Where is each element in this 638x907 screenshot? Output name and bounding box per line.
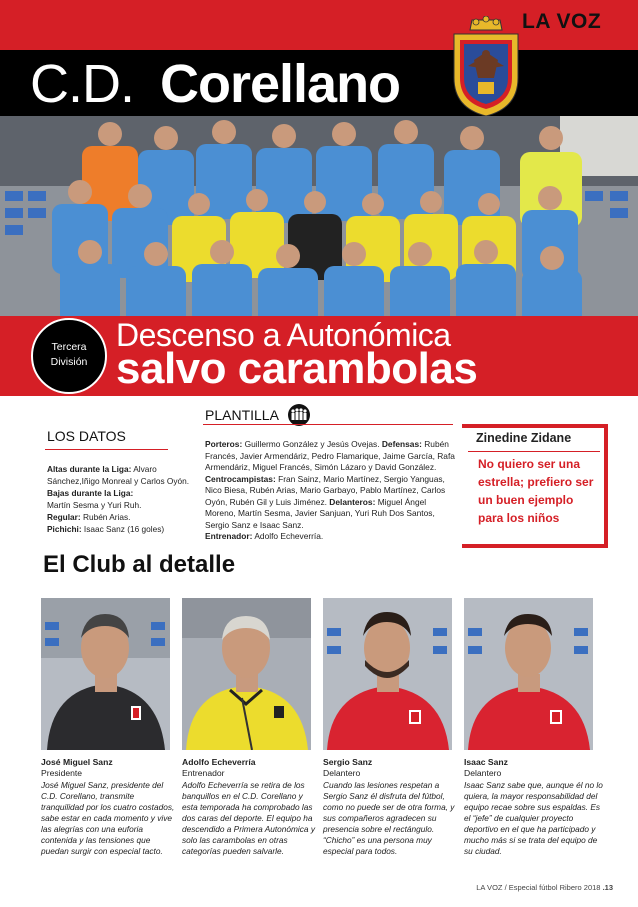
datos-title: LOS DATOS [47, 428, 126, 444]
coach-portrait-illustration [182, 598, 311, 750]
regular-label: Regular: [47, 512, 81, 522]
entrenador-label: Entrenador: [205, 531, 253, 541]
pichichi-label: Pichichi: [47, 524, 82, 534]
quote-author: Zinedine Zidane [476, 431, 572, 445]
plantilla-divider [203, 424, 453, 425]
porteros-value: Guillermo González y Jesús Ovejas. [244, 439, 380, 449]
person-name: José Miguel Sanz [41, 757, 113, 767]
club-title-main: Corellano [160, 54, 401, 114]
club-detail-title: El Club al detalle [43, 551, 236, 578]
delanteros-label: Delanteros: [329, 496, 376, 507]
bajas-value: Martín Sesma y Yuri Ruh. [47, 500, 142, 510]
person-isaac [464, 757, 604, 857]
person-role: Delantero [323, 768, 361, 778]
plantilla-title [205, 404, 312, 426]
defensas-value: Rubén Francés, Javier Armendáriz, Pedro Flamarique, Jaime García, Rafa Armendáriz, Miguel Francés, Simón Lázaro y David González. [205, 439, 455, 472]
datos-divider [45, 449, 168, 450]
porteros-label: Porteros: [205, 439, 243, 449]
person-description: Cuando las lesiones respetan a Sergio Sanz él disfruta del fútbol, como no puede ser de otra forma, y sus compañeros agradecen su presencia sobre el rectángulo. “Chicho” es una persona muy especial para todos. [323, 780, 455, 856]
club-title-prefix: C.D. [30, 54, 134, 114]
person-coach [182, 757, 318, 857]
defensas-label: Defensas: [381, 439, 422, 449]
person-name: Adolfo Echeverría [182, 757, 256, 767]
quote-text: No quiero ser una estrella; prefiero ser un buen ejemplo para los niños [478, 457, 594, 525]
person-description: Adolfo Echeverría se retira de los banquillos en el C.D. Corellano y esta temporada ha comprobado las dos caras del deporte. El equipo ha descendido a Primera Autonómica y solo las carambolas en otras categorías pueden salvarle. [182, 780, 315, 856]
person-name: Isaac Sanz [464, 757, 508, 767]
regular-value: Rubén Arias. [82, 512, 131, 522]
page-number: .13 [602, 883, 613, 892]
altas-value: Alvaro Sánchez,Iñigo Monreal y Carlos Oyón. [47, 464, 190, 486]
person-role: Entrenador [182, 768, 225, 778]
quote-divider [468, 451, 600, 452]
bajas-label: Bajas durante la Liga: [47, 488, 134, 498]
pichichi-value: Isaac Sanz (16 goles) [83, 524, 165, 534]
person-role: Presidente [41, 768, 83, 778]
portrait-isaac [464, 598, 593, 750]
team-players-icon [286, 404, 312, 426]
person-name: Sergio Sanz [323, 757, 373, 767]
page-footer [476, 883, 613, 892]
altas-label: Altas durante la Liga: [47, 464, 132, 474]
person-description: José Miguel Sanz, presidente del C.D. Corellano, transmite tranquilidad por los cuatro costados, sabe estar en cada momento y vive las alegrías con una euforia contenida y las tensiones que puedan surgir con especial tacto. [41, 780, 175, 856]
sergio-portrait-illustration [323, 598, 452, 750]
headline-line1: Descenso a Autonómica [116, 317, 451, 353]
headline-line2: salvo carambolas [116, 344, 478, 393]
portrait-coach [182, 598, 311, 750]
club-crest-icon [450, 16, 522, 118]
plantilla-title-text: PLANTILLA [205, 407, 279, 423]
person-sergio [323, 757, 459, 857]
president-portrait-illustration [41, 598, 170, 750]
entrenador-value: Adolfo Echeverría. [254, 531, 324, 541]
portrait-president [41, 598, 170, 750]
plantilla-body [205, 439, 455, 543]
datos-body [47, 463, 197, 535]
centrocampistas-value: Fran Sainz, Mario Martínez, Sergio Yanguas, Nico Biesa, Rubén Arias, Mario Garbayo, Pablo Martínez, Carlos Oyón, Rubén Gil y Luis Jiménez. [205, 473, 446, 507]
person-role: Delantero [464, 768, 502, 778]
person-description: Isaac Sanz sabe que, aunque él no lo quiera, la mayor responsabilidad del equipo recae sobre sus espaldas. Es el “jefe” de cualquier proyecto deportivo en el que ha participado y mucho más si se trata del equipo de su ciudad. [464, 780, 603, 856]
isaac-portrait-illustration [464, 598, 593, 750]
division-badge [31, 318, 107, 394]
division-badge-line2: División [50, 356, 88, 368]
footer-text: LA VOZ / Especial fútbol Ribero 2018 [476, 883, 601, 892]
portrait-sergio [323, 598, 452, 750]
delanteros-value: Miguel Ángel Moreno, Martín Sesma, Javier Sanjuan, Yuri Ruh Dos Santos, Sergio Sanz e Isaac Sanz. [205, 496, 435, 530]
brand-logo-text: LA VOZ [522, 10, 602, 33]
team-photo [0, 116, 638, 316]
division-badge-line1: Tercera [51, 341, 87, 353]
team-photo-illustration [0, 116, 638, 316]
person-president [41, 757, 177, 857]
centrocampistas-label: Centrocampistas: [205, 473, 276, 484]
